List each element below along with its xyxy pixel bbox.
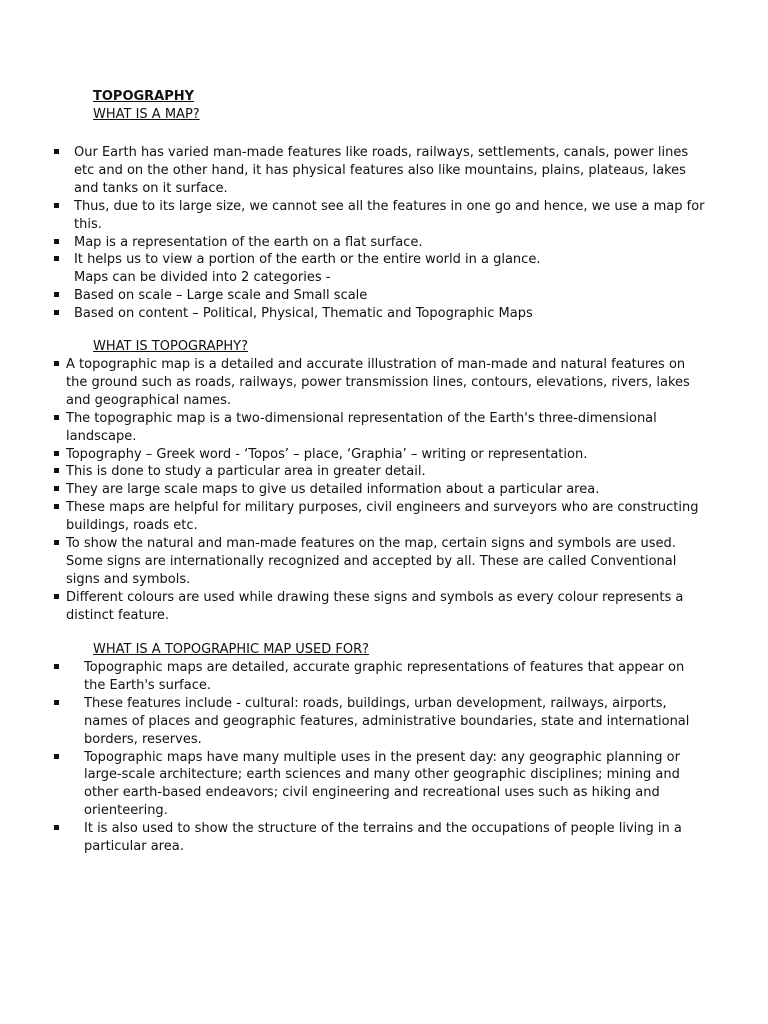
- list-item-line: A topographic map is a detailed and accurate illustration of man-made and natural features on: [66, 357, 686, 372]
- list-item-line: names of places and geographic features, administrative boundaries, state and international: [84, 713, 690, 729]
- list-item-line: Different colours are used while drawing these signs and symbols as every colour represents a: [66, 589, 684, 605]
- list-item-line: particular area.: [84, 839, 184, 854]
- bullet-icon: [54, 486, 59, 491]
- list-item-line: large-scale architecture; earth sciences and many other geographic disciplines; mining and: [84, 767, 680, 783]
- list-item-line: Thus, due to its large size, we cannot see all the features in one go and hence, we use a map for: [74, 198, 705, 214]
- bullet-icon: [54, 415, 59, 420]
- list-item-line: and geographical names.: [66, 392, 232, 408]
- list-item-line: Topographic maps have many multiple uses in the present day: any geographic planning or: [84, 749, 680, 765]
- list-item-line: Based on content – Political, Physical, Thematic and Topographic Maps: [74, 306, 533, 322]
- bullet-icon: [54, 361, 59, 366]
- bullet-icon: [54, 825, 59, 830]
- list-item-line: Map is a representation of the earth on a flat surface.: [74, 234, 423, 250]
- section-heading: WHAT IS A MAP?: [93, 107, 200, 122]
- list-item-line: borders, reserves.: [84, 731, 202, 747]
- list-item-line: this.: [74, 216, 102, 232]
- list-item-line: They are large scale maps to give us detailed information about a particular area.: [66, 482, 600, 498]
- list-item-line: Some signs are internationally recognized and accepted by all. These are called Conventional: [66, 553, 677, 569]
- list-item-line: Topographic maps are detailed, accurate graphic representations of features that appear on: [84, 660, 685, 675]
- list-item-line: Based on scale – Large scale and Small scale: [74, 288, 368, 304]
- list-item-line: signs and symbols.: [66, 571, 191, 587]
- section-heading: WHAT IS TOPOGRAPHY?: [93, 339, 248, 354]
- bullet-icon: [54, 451, 59, 456]
- list-item-line: It is also used to show the structure of the terrains and the occupations of people living in a: [84, 821, 682, 837]
- list-item-line: buildings, roads etc.: [66, 518, 198, 534]
- bullet-icon: [54, 754, 59, 759]
- list-item-line: Maps can be divided into 2 categories -: [74, 270, 331, 286]
- section-heading: WHAT IS A TOPOGRAPHIC MAP USED FOR?: [93, 642, 370, 657]
- list-item-line: etc and on the other hand, it has physical features also like mountains, plains, plateaus, lakes: [74, 162, 686, 178]
- bullet-icon: [54, 203, 59, 208]
- bullet-icon: [54, 700, 59, 705]
- list-item-line: These maps are helpful for military purposes, civil engineers and surveyors who are constructing: [66, 500, 699, 516]
- list-item-line: Topography – Greek word - ‘Topos’ – place, ‘Graphia’ – writing or representation.: [66, 446, 588, 462]
- list-item-line: distinct feature.: [66, 607, 170, 623]
- bullet-icon: [54, 292, 59, 297]
- list-item-line: orienteering.: [84, 803, 168, 819]
- list-item-line: and tanks on it surface.: [74, 180, 228, 196]
- list-item-line: This is done to study a particular area in greater detail.: [66, 464, 426, 480]
- document-title: TOPOGRAPHY: [93, 89, 195, 104]
- bullet-icon: [54, 256, 59, 261]
- list-item-line: The topographic map is a two-dimensional representation of the Earth's three-dimensional: [66, 410, 657, 426]
- list-item-line: Our Earth has varied man-made features like roads, railways, settlements, canals, power lines: [74, 145, 689, 160]
- list-item-line: It helps us to view a portion of the earth or the entire world in a glance.: [74, 252, 541, 268]
- bullet-icon: [54, 664, 59, 669]
- bullet-icon: [54, 594, 59, 599]
- bullet-icon: [54, 504, 59, 509]
- list-item-line: the ground such as roads, railways, power transmission lines, contours, elevations, rivers, lakes: [66, 374, 690, 390]
- list-item-line: These features include - cultural: roads, buildings, urban development, railways, airports,: [84, 695, 667, 711]
- bullet-icon: [54, 239, 59, 244]
- bullet-icon: [54, 468, 59, 473]
- bullet-icon: [54, 540, 59, 545]
- list-item-line: To show the natural and man-made features on the map, certain signs and symbols are used.: [66, 536, 676, 551]
- list-item-line: the Earth's surface.: [84, 677, 211, 693]
- bullet-icon: [54, 149, 59, 154]
- bullet-icon: [54, 310, 59, 315]
- list-item-line: landscape.: [66, 428, 137, 444]
- list-item-line: other earth-based endeavors; civil engineering and recreational uses such as hiking and: [84, 785, 660, 801]
